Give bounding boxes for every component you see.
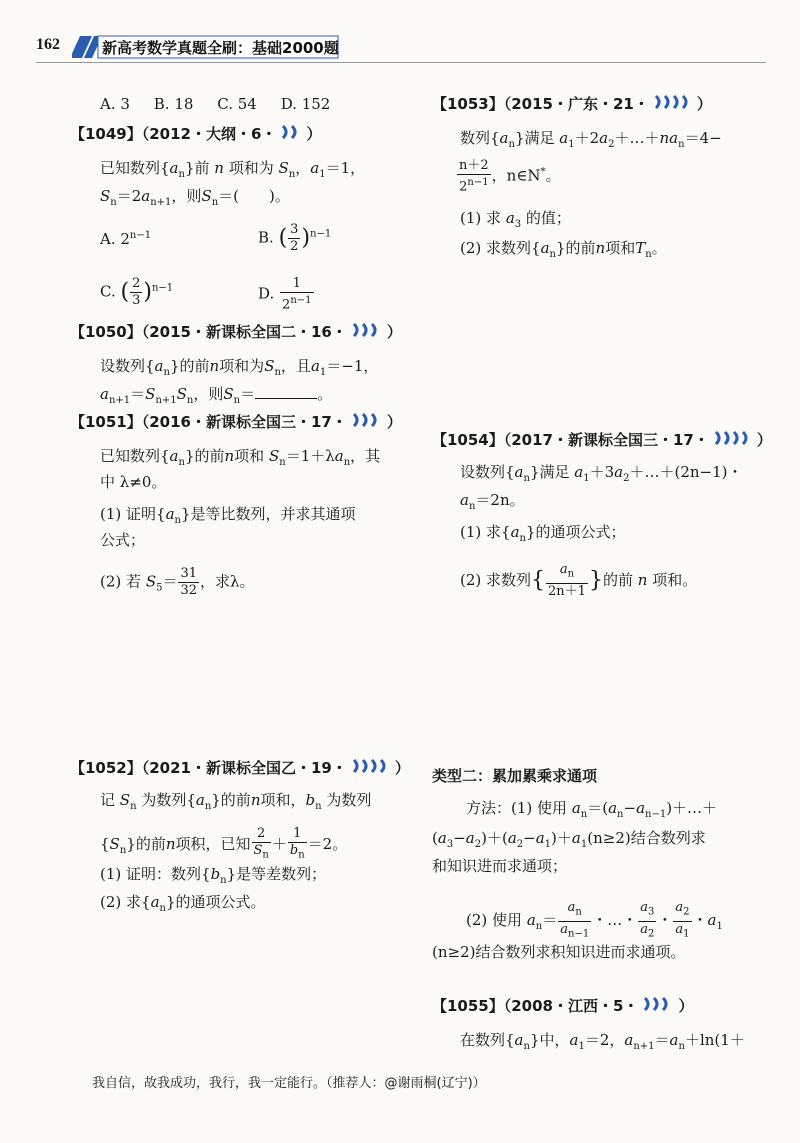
header-rule [36, 62, 766, 63]
difficulty-mark-icon [278, 124, 304, 145]
prev-options: A. 3 B. 18 C. 54 D. 152 [100, 95, 331, 113]
difficulty-mark-icon [711, 430, 755, 451]
problem-1049-option-d: D. $\frac{1}{2^{n-1}}$ [258, 276, 312, 313]
problem-1049-stem-line2: $S_n=2a_{n+1}$，则$S_n=$( )。 [100, 187, 290, 208]
problem-1052-part1: (1) 证明：数列$\{b_n\}$是等差数列； [100, 865, 327, 886]
problem-1054-part2: (2) 求数列{ $\frac{a_n}{2n+1}$ }的前 n 项和。 [460, 562, 698, 599]
problem-1055-stem-line1: 在数列$\{a_n\}$中，$a_1=2$，$a_{n+1}=a_n+\ln(1+$ [460, 1031, 745, 1052]
page-number: 162 [36, 36, 60, 53]
difficulty-mark-icon [640, 996, 676, 1017]
problem-1054-stem-line2: $a_n=2n$。 [460, 491, 525, 512]
problem-1051-header: 【1051】（2016・新课标全国三・17・ ） [70, 413, 402, 431]
problem-1051-part2: (2) 若 $S_5=$ $\frac{31}{32}$ ，求λ。 [100, 566, 255, 598]
method-line5: (n≥2)结合数列求积知识进而求通项。 [432, 943, 686, 961]
problem-1051-part1-line1: (1) 证明$\{a_n\}$是等比数列，并求其通项 [100, 505, 356, 526]
difficulty-mark-icon [349, 758, 393, 779]
problem-1053-part2: (2) 求数列$\{a_n\}$的前n项和$T_n$。 [460, 239, 667, 260]
problem-1051-part1-line2: 公式； [100, 531, 146, 549]
problem-1049-option-a: A. $2^{n-1}$ [100, 230, 152, 248]
book-title: 新高考数学真题全刷：基础2000题 [102, 39, 339, 57]
difficulty-mark-icon [651, 94, 695, 115]
problem-1049-header: 【1049】（2012・大纲・6・ ） [70, 125, 322, 143]
problem-1053-header: 【1053】（2015・广东・21・ ） [432, 95, 712, 113]
problem-1049-option-c: C. ( $\frac{2}{3}$ )$^{n-1}$ [100, 276, 174, 308]
answer-blank [255, 384, 317, 399]
footer-quote: 我自信，故我成功，我行，我一定能行。（推荐人：@谢雨桐(辽宁)） [92, 1076, 486, 1091]
problem-1049-stem-line1: 已知数列$\{a_n\}$前 n 项和为 $S_n$，$a_1=1$， [100, 159, 366, 180]
problem-1050-stem-line1: 设数列$\{a_n\}$的前n项和为$S_n$，且$a_1=-1$， [100, 357, 379, 378]
problem-1052-stem-line2: $\{S_n\}$的前n项积，已知 $\frac{2}{S_n}$ ＋ $\frac{1}{b_n}$ ＝2。 [100, 826, 348, 861]
method-line2: $(a_3-a_2)+(a_2-a_1)+a_1(n\ge 2)$结合数列求 [432, 829, 706, 850]
problem-1051-stem-line2: 中 λ≠0。 [100, 473, 167, 491]
problem-1049-option-b: B. ( $\frac{3}{2}$ )$^{n-1}$ [258, 222, 332, 254]
method-line3: 和知识进而求通项； [432, 857, 568, 875]
difficulty-mark-icon [349, 412, 385, 433]
problem-1050-header: 【1050】（2015・新课标全国二・16・ ） [70, 323, 402, 341]
section-title: 类型二：累加累乘求通项 [432, 767, 598, 785]
problem-1052-header: 【1052】（2021・新课标全国乙・19・ ） [70, 759, 410, 777]
problem-1055-header: 【1055】（2008・江西・5・ ） [432, 997, 694, 1015]
problem-1053-stem-line1: 数列$\{a_n\}$满足 $a_1+2a_2+\dots+na_n=4-$ [460, 129, 722, 150]
method-line1: 方法：(1) 使用 $a_n=(a_n-a_{n-1})+\dots+$ [466, 799, 718, 820]
problem-1052-part2: (2) 求$\{a_n\}$的通项公式。 [100, 893, 266, 914]
problem-1051-stem-line1: 已知数列$\{a_n\}$的前n项和 $S_n=1+\lambda a_n$，其 [100, 447, 381, 468]
difficulty-mark-icon [349, 322, 385, 343]
problem-1054-header: 【1054】（2017・新课标全国三・17・ ） [432, 431, 772, 449]
problem-1053-stem-line2: $\frac{n+2}{2^{n-1}}$ ，n∈N*。 [459, 158, 561, 195]
book-title-band [72, 34, 342, 60]
problem-1052-stem-line1: 记 $S_n$ 为数列$\{a_n\}$的前n项和，$b_n$ 为数列 [100, 791, 372, 812]
problem-1053-part1: (1) 求 $a_3$ 的值； [460, 209, 571, 230]
problem-1050-stem-line2: $a_{n+1}=S_{n+1}S_n$，则$S_n=$ 。 [100, 385, 333, 406]
method-line4: (2) 使用 $a_n=$ $\frac{a_n}{a_{n-1}}$ ・…・ $\frac{a_3}{a_2}$ ・ $\frac{a_2}{a_1}$ ・$a_1$ [466, 900, 723, 940]
problem-1054-stem-line1: 设数列$\{a_n\}$满足 $a_1+3a_2+\dots+(2n-1)$・ [460, 463, 743, 484]
problem-1054-part1: (1) 求$\{a_n\}$的通项公式； [460, 523, 626, 544]
